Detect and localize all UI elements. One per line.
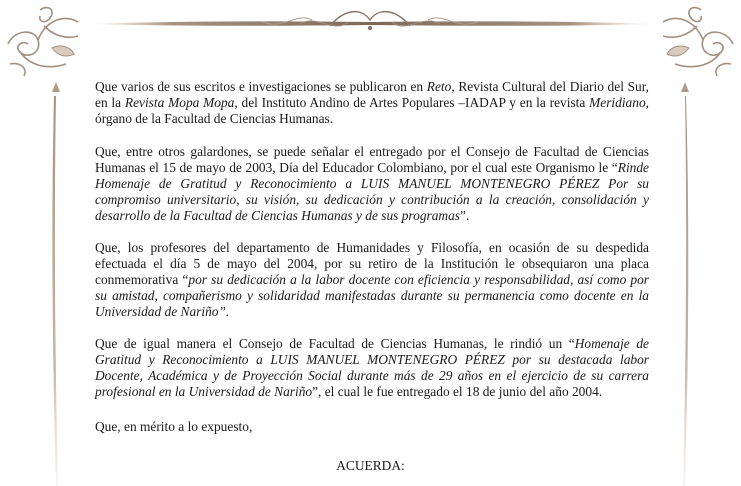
acuerda-heading: ACUERDA: <box>336 458 405 473</box>
left-border-ornament <box>52 82 60 486</box>
paragraph-2: Que, entre otros galardones, se puede señalar el entregado por el Consejo de Facultad de Ciencias Humanas el 15 de mayo de 2003, Día del Educador Colombiano, por el cual este Organismo le “Rinde Homenaje de Gratitud y Reconocimiento a LUIS MANUEL MONTENEGRO PÉREZ Por su compromiso universitario, su visión, su dedicación y contribución a la creación, consolidación y desarrollo de la Facultad de Ciencias Humanas y de sus programas”. <box>95 144 649 223</box>
paragraph-5: Que, en mérito a lo expuesto, <box>95 419 253 434</box>
right-border-ornament <box>681 82 689 486</box>
paragraph-4: Que de igual manera el Consejo de Facultad de Ciencias Humanas, le rindió un “Homenaje de Gratitud y Reconocimiento a LUIS MANUEL MONTENEGRO PÉREZ por su destacada labor Docente, Académica y de Proyección Social durante más de 29 años en el ejercicio de su carrera profesional en la Universidad de Nariño”, el cual le fue entregado el 18 de junio del año 2004. <box>95 336 649 399</box>
corner-ornament-top-right <box>663 8 733 76</box>
document-body <box>95 79 649 453</box>
corner-ornament-top-left <box>8 8 78 76</box>
paragraph-1: Que varios de sus escritos e investigaciones se publicaron en Reto, Revista Cultural del Diario del Sur, en la Revista Mopa Mopa, del Instituto Andino de Artes Populares –IADAP y en la revista Meridiano, órgano de la Facultad de Ciencias Humanas. <box>95 79 649 126</box>
top-border-ornament <box>85 12 656 31</box>
paragraph-3: Que, los profesores del departamento de Humanidades y Filosofía, en ocasión de su despedida efectuada el día 5 de mayo del 2004, por su retiro de la Institución le obsequiaron una placa conmemorativa “por su dedicación a la labor docente con eficiencia y responsabilidad, así como por su amistad, compañerismo y solidaridad manifestadas durante su permanencia como docente en la Universidad de Nariño”. <box>95 240 650 319</box>
